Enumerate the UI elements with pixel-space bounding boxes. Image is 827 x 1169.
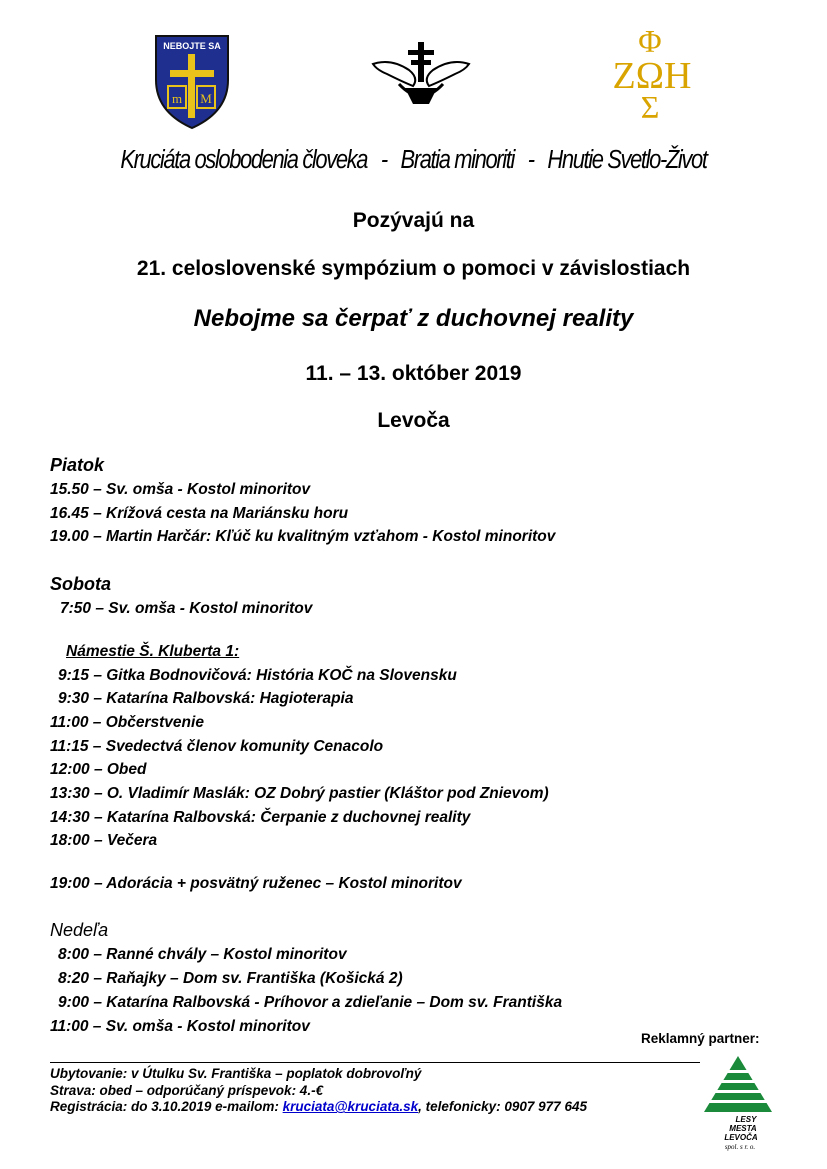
list-item: 9:00 – Katarína Ralbovská - Príhovor a zdieľanie – Dom sv. Františka: [58, 994, 563, 1011]
partner-label: Reklamný partner:: [641, 1031, 760, 1046]
list-item: 14:30 – Katarína Ralbovská: Čerpanie z duchovnej reality: [50, 809, 471, 826]
shield-letter-left: m: [171, 91, 183, 106]
shield-letter-right: M: [200, 91, 212, 106]
email-link[interactable]: kruciata@kruciata.sk: [282, 1099, 419, 1114]
registration-prefix: Registrácia: do 3.10.2019 e-mailom:: [50, 1099, 283, 1114]
list-item: 12:00 – Obed: [50, 761, 147, 778]
event-city: Levoča: [377, 409, 450, 432]
footer-food: Strava: obed – odporúčaný príspevok: 4.-€: [50, 1083, 324, 1098]
saturday-venue: Námestie Š. Kluberta 1:: [66, 643, 240, 660]
list-item: 11:00 – Občerstvenie: [50, 714, 204, 731]
event-motto: Nebojme sa čerpať z duchovnej reality: [193, 305, 634, 332]
list-item: 18:00 – Večera: [50, 832, 158, 849]
list-item: 8:20 – Raňajky – Dom sv. Františka (Košická 2): [58, 970, 403, 987]
organizations-line: [58, 146, 769, 175]
phi-letter: Φ: [638, 24, 662, 59]
footer-accommodation: Ubytovanie: v Útulku Sv. Františka – poplatok dobrovoľný: [50, 1066, 422, 1081]
kruciata-shield-logo: [152, 30, 232, 130]
list-item: 11:00 – Sv. omša - Kostol minoritov: [50, 1018, 310, 1035]
org-minoriti: Bratia minoriti: [400, 146, 514, 174]
partner-logo-line: spol. s r. o.: [724, 1143, 756, 1151]
minorites-hands-cross-logo: [369, 38, 473, 110]
list-item: 9:30 – Katarína Ralbovská: Hagioterapia: [58, 690, 354, 707]
list-item: 11:15 – Svedectvá členov komunity Cenacolo: [50, 738, 384, 755]
partner-logo-line: LESY: [735, 1115, 757, 1124]
list-item: 7:50 – Sv. omša - Kostol minoritov: [60, 600, 313, 617]
invite-heading: Pozývajú na: [352, 209, 475, 232]
footer-divider: [50, 1062, 700, 1063]
event-title: 21. celoslovenské sympózium o pomoci v závislostiach: [136, 257, 691, 280]
footer-registration: [50, 1099, 587, 1114]
list-item: 9:15 – Gitka Bodnovičová: História KOČ na Slovensku: [58, 667, 457, 684]
day-saturday: Sobota: [50, 574, 111, 594]
list-item: 15.50 – Sv. omša - Kostol minoritov: [50, 481, 311, 498]
sigma-letter: Σ: [640, 89, 660, 122]
zoh-letters: ΖΩΗ: [612, 55, 692, 97]
event-dates: 11. – 13. október 2019: [305, 362, 522, 385]
list-item: 19.00 – Martin Harčár: Kľúč ku kvalitným vzťahom - Kostol minoritov: [50, 528, 556, 545]
registration-suffix: , telefonicky: 0907 977 645: [418, 1099, 587, 1114]
partner-logo-line: MESTA: [729, 1124, 757, 1133]
list-item: 19:00 – Adorácia + posvätný ruženec – Kostol minoritov: [50, 875, 462, 892]
org-separator: -: [380, 146, 387, 174]
org-kruciata: Kruciáta oslobodenia človeka: [120, 146, 368, 174]
lesy-mesta-levoca-logo: [698, 1052, 778, 1157]
partner-logo-line: LEVOČA: [724, 1133, 758, 1142]
shield-text: NEBOJTE SA: [163, 41, 221, 51]
day-sunday: Nedeľa: [50, 920, 109, 940]
list-item: 13:30 – O. Vladimír Maslák: OZ Dobrý pastier (Kláštor pod Znievom): [50, 785, 549, 802]
list-item: 8:00 – Ranné chvály – Kostol minoritov: [58, 946, 347, 963]
list-item: 16.45 – Krížová cesta na Mariánsku horu: [50, 505, 349, 522]
day-friday: Piatok: [50, 455, 105, 475]
org-separator: -: [527, 146, 534, 174]
svetlo-zivot-greek-logo: [598, 24, 706, 122]
org-svetlo-zivot: Hnutie Svetlo-Život: [547, 146, 707, 174]
